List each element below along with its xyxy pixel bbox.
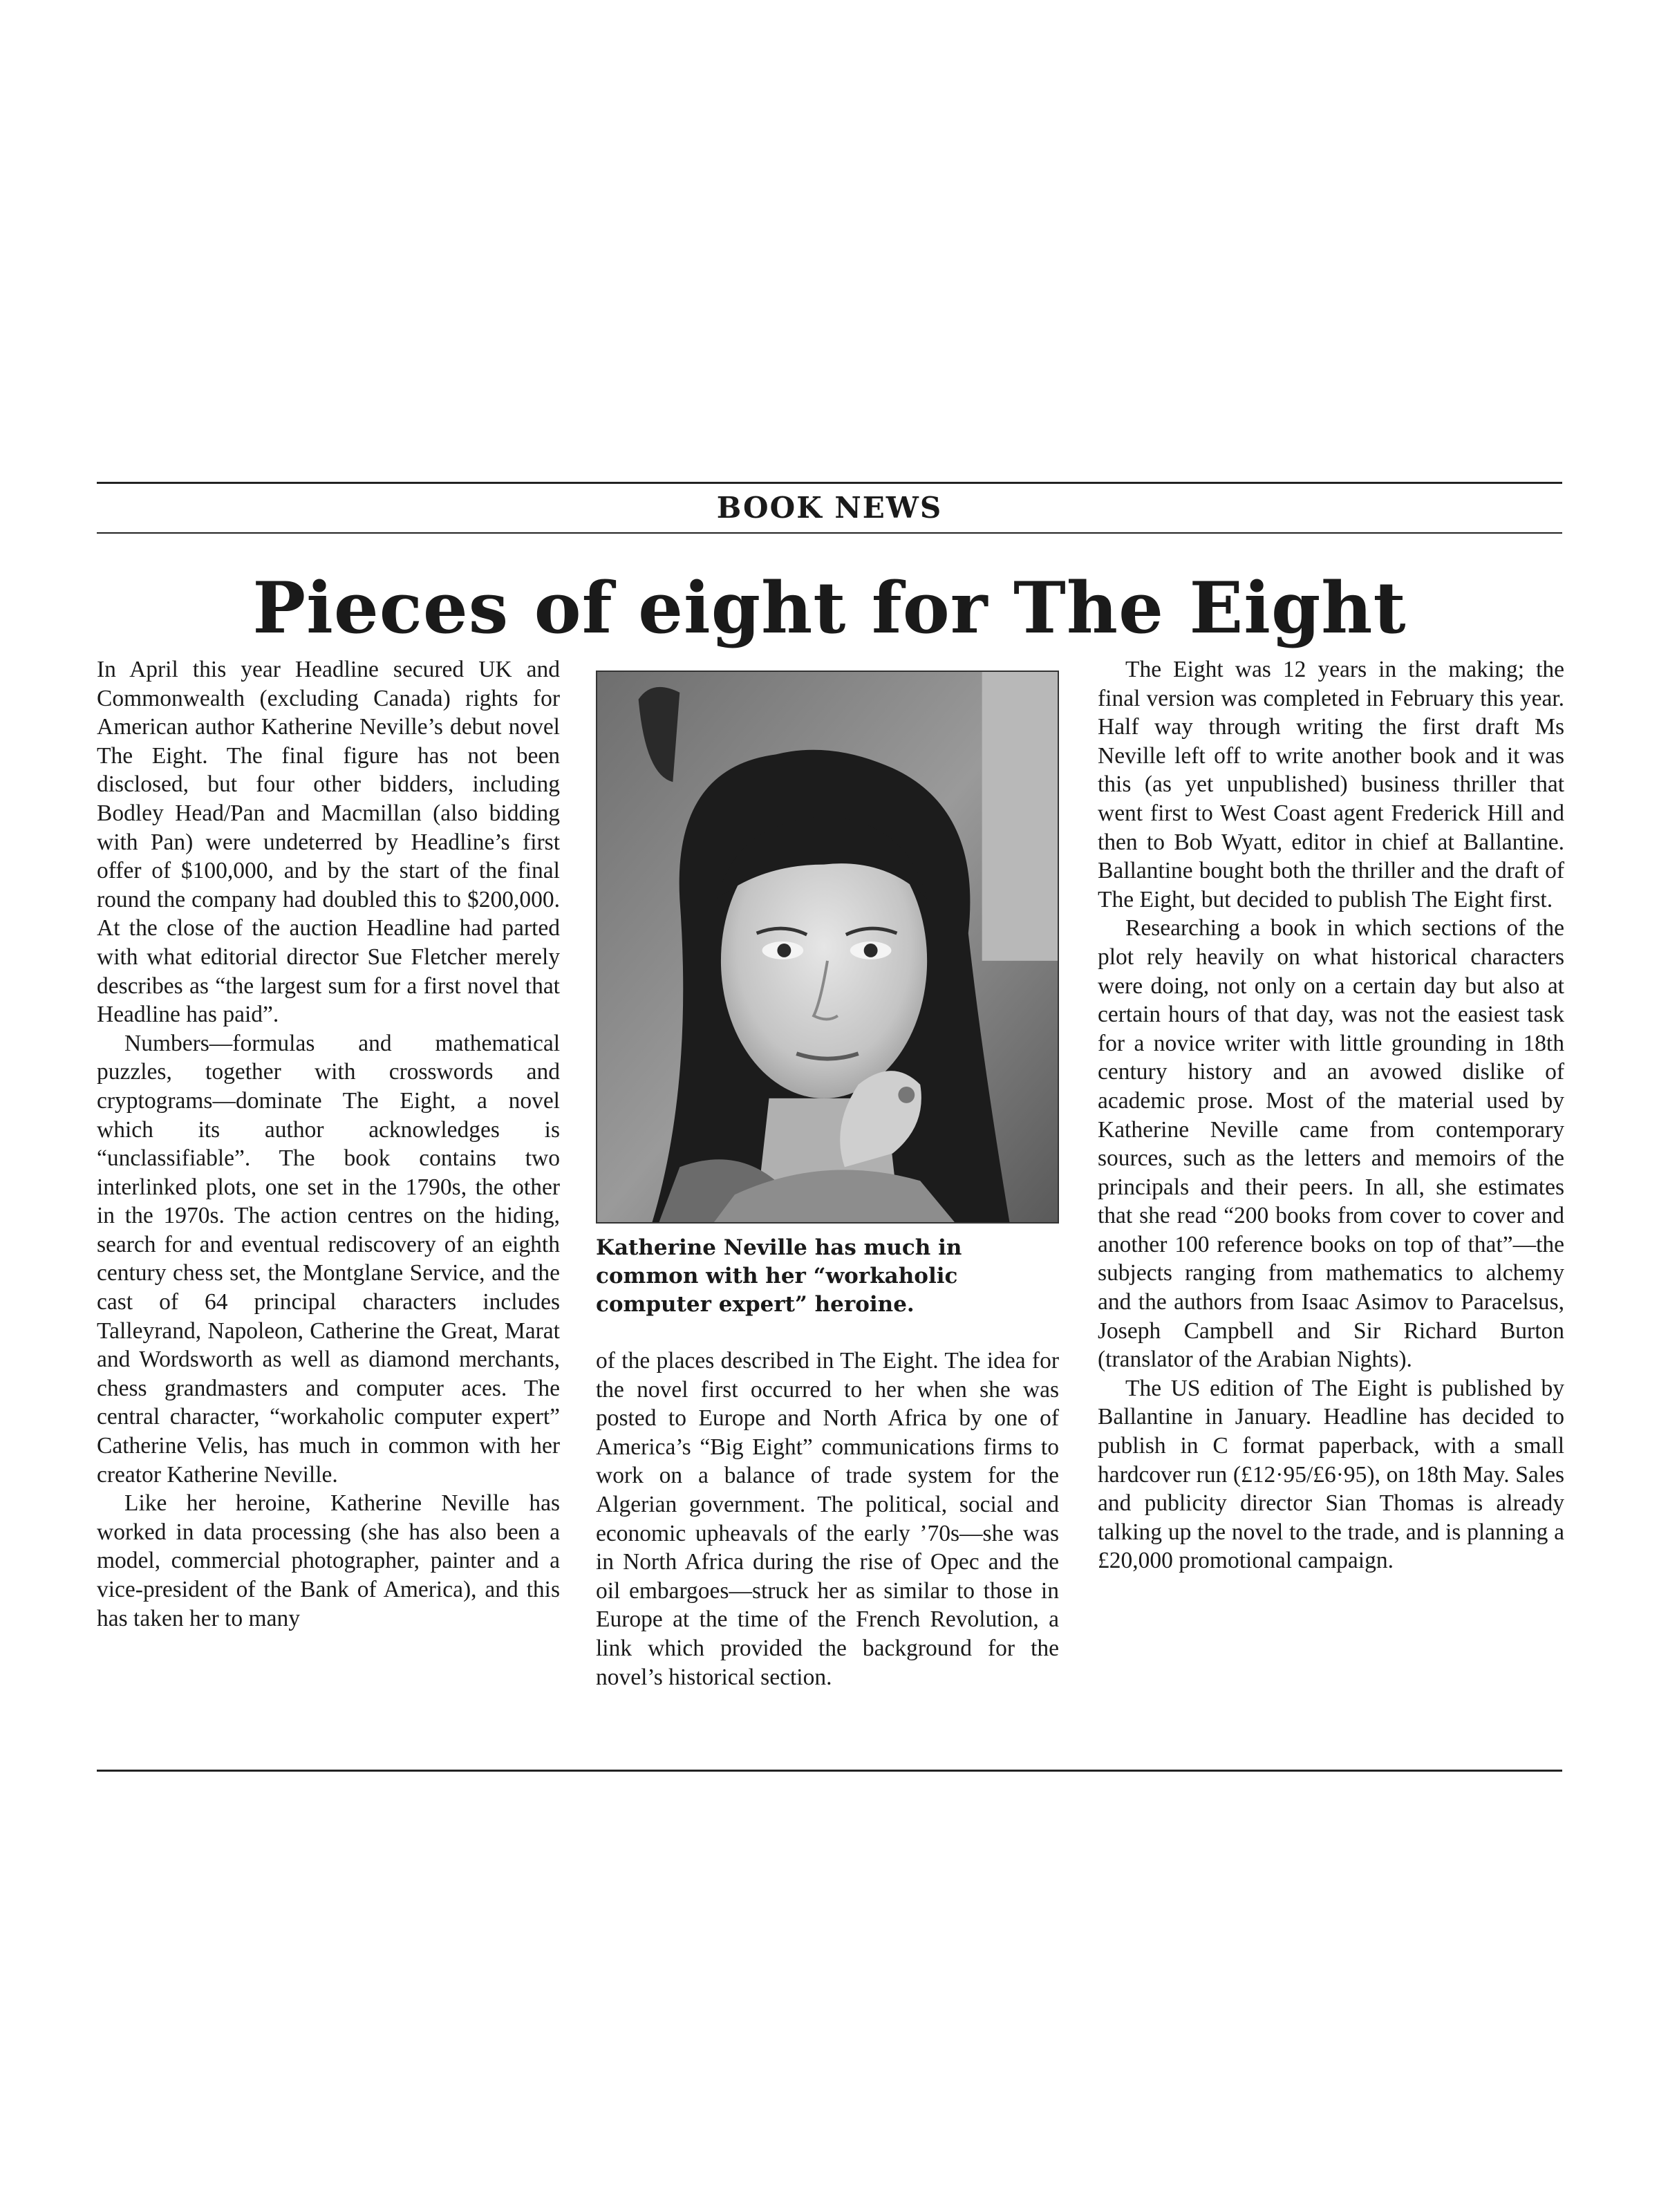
photo-caption: Katherine Neville has much in common with her “workaholic computer expert” heroine. (596, 1235, 962, 1317)
bottom-rule (97, 1770, 1562, 1772)
article-paragraph: Like her heroine, Katherine Neville has worked in data processing (she has also been a model, commercial photographer, painter and a vice-president of the Bank of America), and this has taken her to many (97, 1490, 560, 1631)
article-headline: Pieces of eight for The Eight (252, 567, 1407, 650)
article-paragraph: Numbers—formulas and mathematical puzzles, together with crosswords and cryptograms—dominate The Eight, a novel which its author acknowledges is “unclassifiable”. The book contains two interlinked plots, one set in the 1790s, the other in the 1970s. The action centres on the hiding, search for and eventual rediscovery of an eighth century chess set, the Montglane Service, and the cast of 64 principal characters includes Talleyrand, Napoleon, Catherine the Great, Marat and Wordsworth as well as diamond merchants, chess grandmasters and computer aces. The central character, “workaholic computer expert” Catherine Velis, has much in common with her creator Katherine Neville. (97, 1030, 560, 1488)
article-column-middle (596, 1347, 1059, 1691)
article-paragraph: In April this year Headline secured UK and Commonwealth (excluding Canada) rights for American author Katherine Neville’s debut novel The Eight. The final figure has not been disclosed, but four other bidders, including Bodley Head/Pan and Macmillan (also bidding with Pan) were undeterred by Headline’s first offer of $100,000, and by the start of the final round the company had doubled this to $200,000. At the close of the auction Headline had parted with what editorial director Sue Fletcher merely describes as “the largest sum for a first novel that Headline has paid”. (97, 657, 560, 1028)
article-paragraph: of the places described in The Eight. The idea for the novel first occurred to her when she was posted to Europe and North Africa by one of America’s “Big Eight” communications firms to work on a balance of trade system for the Algerian government. The political, social and economic upheavals of the early ’70s—she was in North Africa during the rise of Opec and the oil embargoes—struck her as similar to those in Europe at the time of the French Revolution, a link which provided the background for the novel’s historical section. (596, 1348, 1059, 1690)
article-column-left (97, 655, 560, 1633)
article-paragraph: Researching a book in which sections of the plot rely heavily on what historical characters were doing, not only on a certain day but also at certain hours of that day, was not the easiest task for a novice writer with little grounding in 18th century history and an avowed dislike of academic prose. Most of the material used by Katherine Neville came from contemporary sources, such as the letters and memoirs of the principals and their peers. In all, she estimates that she read “200 books from cover to cover and another 100 reference books on top of that”—the subjects ranging from mathematics to alchemy and the authors from Isaac Asimov to Paracelsus, Joseph Campbell and Sir Richard Burton (translator of the Arabian Nights). (1098, 915, 1564, 1373)
top-rule (97, 482, 1562, 484)
article-column-right (1098, 655, 1564, 1575)
section-label: BOOK NEWS (716, 491, 943, 525)
author-portrait-photo (596, 671, 1059, 1224)
portrait-photo-icon (597, 672, 1058, 1222)
article-paragraph: The Eight was 12 years in the making; the final version was completed in February this year. Half way through writing the first draft Ms Neville left off to write another book and it was this (as yet unpublished) business thriller that went first to West Coast agent Frederick Hill and then to Bob Wyatt, editor in chief at Ballantine. Ballantine bought both the thriller and the draft of The Eight, but decided to publish The Eight first. (1098, 657, 1564, 912)
article-paragraph: The US edition of The Eight is published by Ballantine in January. Headline has decided to publish in C format paperback, with a small hardcover run (£12·95/£6·95), on 18th May. Sales and publicity director Sian Thomas is already talking up the novel to the trade, and is planning a £20,000 promotional campaign. (1098, 1375, 1564, 1574)
section-rule (97, 532, 1562, 534)
